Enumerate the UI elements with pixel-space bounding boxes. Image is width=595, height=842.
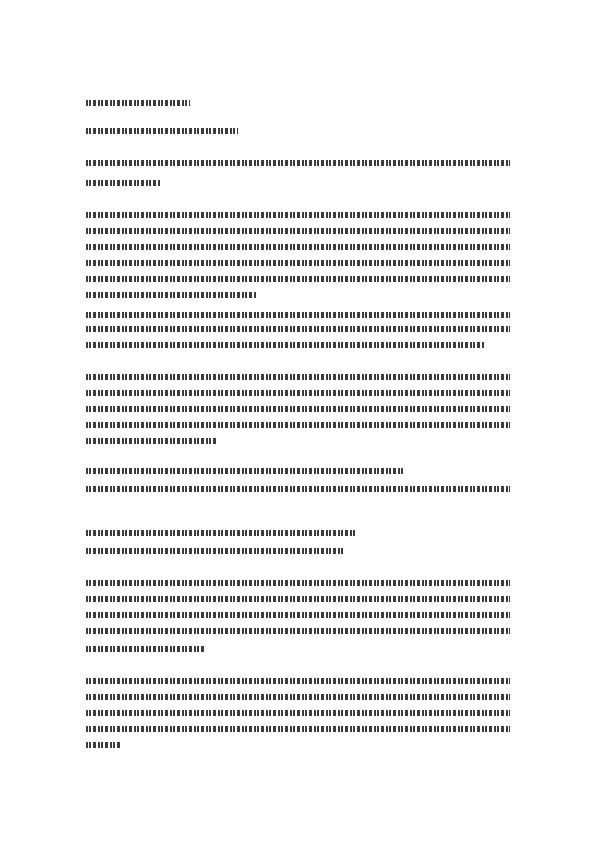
document-subheading bbox=[86, 128, 238, 134]
paragraph-line bbox=[86, 212, 510, 218]
paragraph-line bbox=[86, 596, 510, 602]
paragraph-line bbox=[86, 422, 510, 428]
paragraph-line bbox=[86, 612, 510, 618]
paragraph-line bbox=[86, 326, 510, 332]
paragraph-line bbox=[86, 438, 216, 444]
paragraph-line bbox=[86, 646, 206, 652]
paragraph-line bbox=[86, 628, 510, 634]
paragraph-line bbox=[86, 180, 160, 186]
paragraph-line bbox=[86, 276, 510, 282]
paragraph-line bbox=[86, 548, 344, 554]
paragraph-line bbox=[86, 292, 256, 298]
paragraph-line bbox=[86, 342, 484, 348]
paragraph-line bbox=[86, 260, 510, 266]
document-heading bbox=[86, 100, 190, 106]
paragraph-line bbox=[86, 228, 510, 234]
paragraph-line bbox=[86, 742, 120, 748]
paragraph-line bbox=[86, 580, 510, 586]
paragraph-line bbox=[86, 312, 510, 318]
paragraph-line bbox=[86, 390, 510, 396]
paragraph-line bbox=[86, 530, 356, 536]
paragraph-line bbox=[86, 160, 510, 166]
paragraph-line bbox=[86, 726, 510, 732]
paragraph-line bbox=[86, 710, 510, 716]
paragraph-line bbox=[86, 374, 510, 380]
paragraph-line bbox=[86, 406, 510, 412]
paragraph-line bbox=[86, 244, 510, 250]
paragraph-line bbox=[86, 694, 510, 700]
paragraph-line bbox=[86, 468, 404, 474]
paragraph-line bbox=[86, 678, 510, 684]
paragraph-line bbox=[86, 486, 510, 492]
